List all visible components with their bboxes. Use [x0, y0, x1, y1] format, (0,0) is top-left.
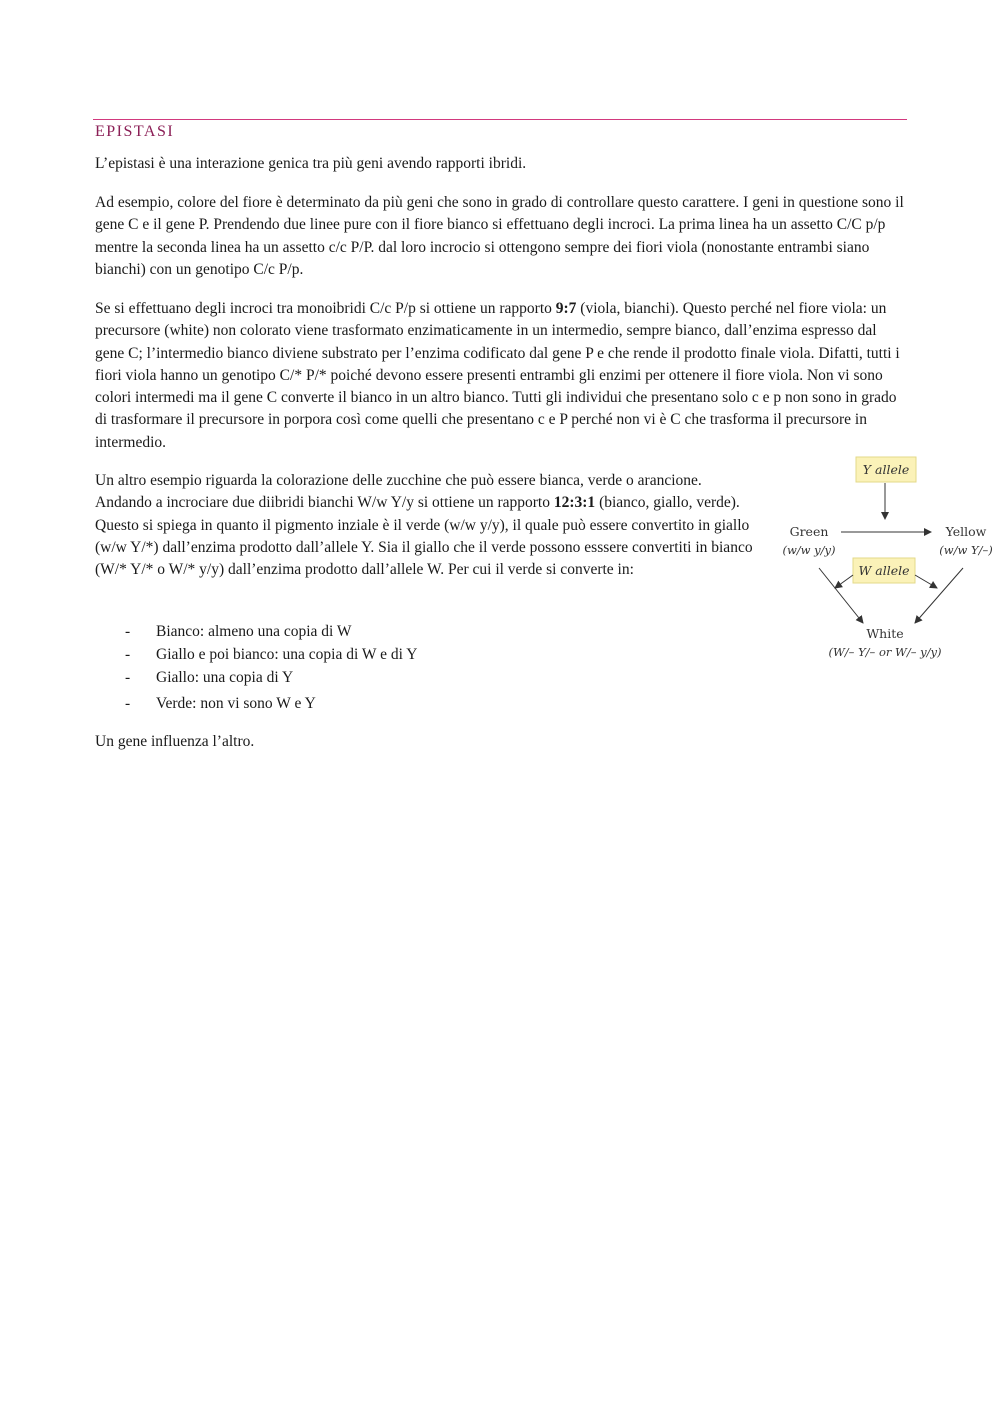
list-item-text: Verde: non vi sono W e Y: [156, 695, 316, 712]
cross-ratio: 9:7: [555, 300, 577, 317]
w-allele-right-arrow: [915, 575, 937, 588]
epistasis-pathway-diagram: [775, 455, 1000, 665]
bullet-dash: -: [125, 646, 131, 663]
list-item-text: Bianco: almeno una copia di W: [156, 623, 352, 640]
list-item: [95, 666, 417, 689]
section-title: EPISTASI: [95, 123, 175, 140]
y-allele-label: Y allele: [862, 462, 910, 477]
list-item-text: Giallo: una copia di Y: [156, 669, 294, 686]
yellow-to-white-arrow: [915, 568, 963, 623]
paragraph-flower-example: Ad esempio, colore del fiore è determinato da più geni che sono in grado di controllare questo carattere. I geni in questione sono il gene C e il gene P. Prendendo due linee pure con il fiore bianco si effettuano degli incroci. La prima linea ha un assetto C/C p/p mentre la seconda linea ha un assetto c/c P/P. dal loro incrocio si ottengono sempre dei fiori viola (nonostante entrambi siano bianchi) con un genotipo C/c P/p.: [95, 194, 904, 278]
white-label: White: [866, 626, 904, 641]
yellow-genotype: (w/w Y/–): [939, 543, 993, 557]
pathway-svg: [775, 455, 1000, 665]
bullet-dash: -: [125, 623, 131, 640]
squash-ratio: 12:3:1: [553, 494, 596, 512]
green-genotype: (w/w y/y): [782, 543, 836, 557]
cross-text-after: (viola, bianchi). Questo perché nel fiore viola: un precursore (white) non colorato viene trasformato enzimaticamente in un intermedio, sempre bianco, dall’enzima espresso dal gene C; l’intermedio bianco diviene substrato per l’enzima codificato dal gene P e che rende il prodotto finale viola. Difatti, tutti i fiori viola hanno un genotipo C/* P/* poiché devono essere presenti entrambi gli enzimi per ottenere il fiore viola. Non vi sono colori intermedi ma il gene C converte il bianco in un altro bianco. Tutti gli individui che presentano solo c e p non sono in grado di trasformare il precursore in porpora così come quelli che presentano c e P perché non vi è C che trasforma il precursore in intermedio.: [95, 300, 900, 451]
paragraph-conclusion: Un gene influenza l’altro.: [95, 733, 255, 750]
cross-text-before: Se si effettuano degli incroci tra monoibridi C/c P/p si ottiene un rapporto: [95, 300, 556, 317]
green-label: Green: [789, 524, 829, 539]
white-genotype: (W/– Y/– or W/– y/y): [828, 645, 942, 659]
paragraph-cross: [95, 298, 907, 454]
bullet-list: [95, 620, 417, 715]
list-item: [95, 620, 417, 643]
w-allele-label: W allele: [858, 563, 910, 578]
bullet-dash: -: [125, 695, 131, 712]
squash-text-before: Un altro esempio riguarda la colorazione delle zucchine che può essere bianca, verde o arancione. Andando a incrociare due diibridi bianchi W/w Y/y si ottiene un rapporto: [95, 472, 702, 512]
yellow-label: Yellow: [945, 524, 987, 539]
section-rule: [93, 119, 907, 120]
list-item: [95, 692, 417, 715]
squash-text-after: (bianco, giallo, verde). Questo si spiega in quanto il pigmento inziale è il verde (w/w y/y), il quale può essere convertito in giallo (w/w Y/*) dall’enzima prodotto dall’allele Y. Sia il giallo che il verde possono esssere convertiti in bianco (W/* Y/* o W/* y/y) dall’enzima prodotto dall’allele W. Per cui il verde si converte in:: [95, 494, 753, 579]
w-allele-left-arrow: [835, 575, 853, 588]
list-item: [95, 643, 417, 666]
paragraph-squash: [95, 470, 760, 581]
bullet-dash: -: [125, 669, 131, 686]
paragraph-intro: L’epistasi è una interazione genica tra più geni avendo rapporti ibridi.: [95, 155, 527, 172]
list-item-text: Giallo e poi bianco: una copia di W e di Y: [156, 646, 418, 663]
